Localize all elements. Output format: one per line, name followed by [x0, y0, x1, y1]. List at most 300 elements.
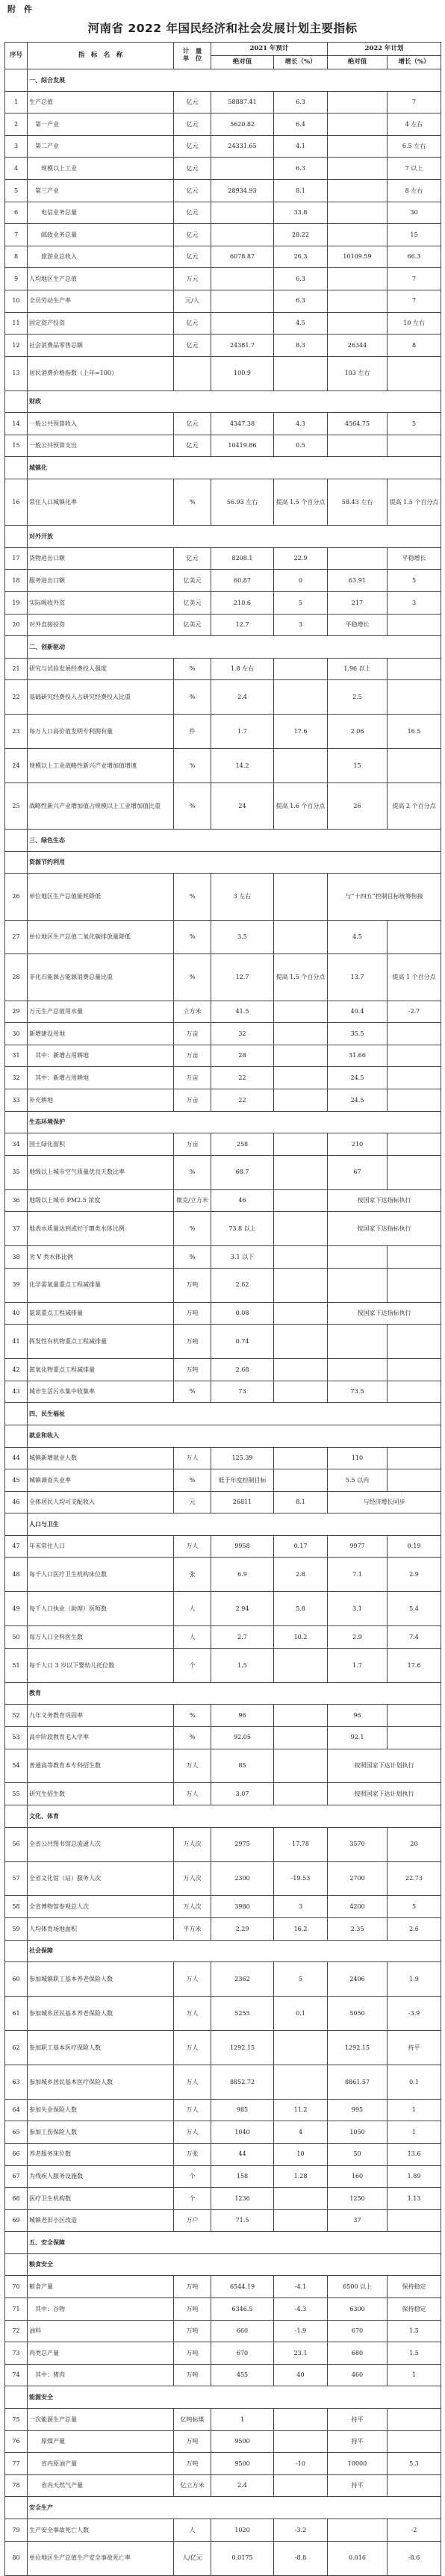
section-row — [5, 830, 441, 852]
value-2021-abs: 10419.86 — [211, 435, 274, 457]
unit-cell: 万张 — [174, 2143, 211, 2165]
indicator-name: 每千人口 3 岁以下婴幼儿托位数 — [28, 1648, 174, 1682]
indicator-name: 单位地区生产总值生产安全事故死亡率 — [28, 2541, 174, 2575]
value-2022-growth — [388, 1246, 441, 1269]
value-2022-growth: 1.13 — [388, 2188, 441, 2210]
indicator-name: 单位地区生产总值二氧化碳排放量降低 — [28, 920, 174, 954]
unit-cell: 亿元 — [174, 179, 211, 202]
value-2022-growth — [388, 435, 441, 457]
table-row — [5, 2165, 441, 2188]
table-row — [5, 2298, 441, 2321]
value-2021-abs: 3.07 — [211, 1783, 274, 1805]
unit-cell: 万人 — [174, 2099, 211, 2121]
row-number — [5, 2497, 28, 2519]
row-number: 17 — [5, 547, 28, 570]
value-2022-growth: 8 左右 — [388, 179, 441, 202]
value-2021-growth: 40 — [274, 2364, 328, 2386]
value-2022-abs — [328, 1359, 388, 1381]
row-number: 43 — [5, 1381, 28, 1403]
value-2022-growth — [388, 749, 441, 783]
indicator-name: 常住人口城镇化率 — [28, 479, 174, 525]
unit-cell: 万亩 — [174, 1067, 211, 1089]
indicator-name: 一般公共预算收入 — [28, 413, 174, 435]
value-2021-abs: 125.39 — [211, 1447, 274, 1469]
value-2021-abs: 3 左右 — [211, 874, 274, 920]
row-number: 33 — [5, 1089, 28, 1112]
unit-cell: 亿元 — [174, 202, 211, 224]
value-2022-growth: 13.6 — [388, 2143, 441, 2165]
unit-cell: 立方米 — [174, 1001, 211, 1023]
value-2022-growth: 提高 2 个百分点 — [388, 783, 441, 830]
value-2022-growth — [388, 1325, 441, 1359]
unit-cell: 人 — [174, 1626, 211, 1649]
value-2022-abs: 1250 — [328, 2188, 388, 2210]
unit-cell: 万人 — [174, 1997, 211, 2031]
value-2022-growth: 10 左右 — [388, 312, 441, 335]
value-2021-abs — [211, 290, 274, 312]
row-number: 12 — [5, 335, 28, 357]
value-2022-abs: 10000 — [328, 2453, 388, 2475]
table-row — [5, 920, 441, 954]
value-2021-abs: 1020 — [211, 2519, 274, 2542]
row-number — [5, 69, 28, 92]
value-2022-growth — [388, 2409, 441, 2431]
value-2021-growth — [274, 1302, 328, 1325]
value-2022-growth: 6.5 左右 — [388, 135, 441, 158]
value-2021-abs: 2300 — [211, 1861, 274, 1896]
indicator-name: 氨氮重点工程减排量 — [28, 1302, 174, 1325]
table-row — [5, 179, 441, 202]
value-2022-abs: 13.7 — [328, 954, 388, 1001]
value-2022-growth: 7.4 — [388, 1626, 441, 1649]
value-2022-growth — [388, 920, 441, 954]
value-2021-abs: 2.4 — [211, 680, 274, 715]
row-number — [5, 2232, 28, 2254]
value-2021-abs: 1.5 — [211, 1648, 274, 1682]
value-2022-growth — [388, 1045, 441, 1067]
indicator-name: 电信业务总量 — [28, 202, 174, 224]
value-2021-abs — [211, 268, 274, 290]
indicator-name: 第三产业 — [28, 179, 174, 202]
value-2021-abs: 14.2 — [211, 749, 274, 783]
indicator-name: 第一产业 — [28, 113, 174, 136]
value-2022-growth: 1 — [388, 2099, 441, 2121]
row-number: 1 — [5, 91, 28, 113]
value-2021-growth — [274, 749, 328, 783]
row-number: 29 — [5, 1001, 28, 1023]
unit-cell: 万人 — [174, 1962, 211, 1997]
value-2022-abs: 10109.59 — [328, 246, 388, 268]
table-row — [5, 290, 441, 312]
value-2022-abs: 8861.57 — [328, 2065, 388, 2099]
indicator-name: 全体居民人均可支配收入 — [28, 1491, 174, 1513]
unit-cell: 元/人 — [174, 290, 211, 312]
value-2021-abs: 26811 — [211, 1491, 274, 1513]
unit-cell: 个 — [174, 2188, 211, 2210]
value-2022-abs: 3.1 — [328, 1592, 388, 1626]
table-row — [5, 1023, 441, 1045]
indicator-name: 全省文化馆（站）服务人次 — [28, 1861, 174, 1896]
indicator-name: 单位地区生产总值能耗降低 — [28, 874, 174, 920]
value-2021-abs: 210.6 — [211, 591, 274, 614]
value-2022-target: 按国家下达指标执行 — [328, 1189, 441, 1212]
section-title: 四、民生福祉 — [28, 1403, 441, 1425]
indicator-name: 省内原油产量 — [28, 2453, 174, 2475]
value-2022-abs: 15 — [328, 749, 388, 783]
unit-cell: % — [174, 680, 211, 715]
value-2022-abs — [328, 312, 388, 335]
value-2022-growth: 2.6 — [388, 1917, 441, 1940]
row-number: 3 — [5, 135, 28, 158]
value-2021-growth: 16.2 — [274, 1917, 328, 1940]
value-2021-growth: -4.1 — [274, 2276, 328, 2298]
value-2021-abs: 68.7 — [211, 1155, 274, 1189]
value-2021-growth — [274, 1648, 328, 1682]
value-2021-abs — [211, 158, 274, 180]
value-2022-abs: 92.1 — [328, 1726, 388, 1749]
row-number: 60 — [5, 1962, 28, 1997]
unit-cell: 万亩 — [174, 1045, 211, 1067]
table-row — [5, 591, 441, 614]
value-2021-abs: 985 — [211, 2099, 274, 2121]
value-2021-growth — [274, 1189, 328, 1212]
row-number — [5, 830, 28, 852]
row-number: 80 — [5, 2541, 28, 2575]
table-row — [5, 1359, 441, 1381]
value-2021-abs: 60.87 — [211, 570, 274, 592]
unit-cell: % — [174, 1469, 211, 1492]
value-2021-abs: 0.08 — [211, 1302, 274, 1325]
indicator-name: 养老服务床位数 — [28, 2143, 174, 2165]
indicator-name: 新增建设用地 — [28, 1023, 174, 1045]
indicator-name: 原煤产量 — [28, 2430, 174, 2453]
indicator-name: 参加职工基本医疗保险人数 — [28, 2030, 174, 2065]
unit-cell: 万人 — [174, 2065, 211, 2099]
value-2021-abs: 9500 — [211, 2453, 274, 2475]
value-2021-growth: 提高 1.6 个百分点 — [274, 783, 328, 830]
section-title: 粮食安全 — [28, 2253, 441, 2276]
table-row — [5, 1469, 441, 1492]
row-number: 73 — [5, 2342, 28, 2365]
row-number: 28 — [5, 954, 28, 1001]
header-abs-2022: 绝对值 — [328, 56, 388, 69]
value-2021-growth: 6.3 — [274, 268, 328, 290]
value-2021-abs: 96 — [211, 1705, 274, 1727]
unit-cell: % — [174, 874, 211, 920]
value-2021-growth: 0.17 — [274, 1535, 328, 1558]
unit-cell: % — [174, 1726, 211, 1749]
unit-cell: 万人 — [174, 2030, 211, 2065]
value-2022-abs: 37 — [328, 2209, 388, 2232]
header-abs-2021: 绝对值 — [211, 56, 274, 69]
section-row — [5, 636, 441, 659]
unit-cell: 亿元 — [174, 113, 211, 136]
row-number: 48 — [5, 1558, 28, 1592]
table-row — [5, 1325, 441, 1359]
row-number: 4 — [5, 158, 28, 180]
section-title: 三、绿色生态 — [28, 830, 441, 852]
value-2021-abs: 32 — [211, 1023, 274, 1045]
indicator-name: 第二产业 — [28, 135, 174, 158]
value-2021-growth — [274, 1783, 328, 1805]
value-2021-abs: 8852.72 — [211, 2065, 274, 2099]
value-2021-growth — [274, 1001, 328, 1023]
header-seq: 序号 — [5, 43, 28, 69]
row-number: 5 — [5, 179, 28, 202]
row-number: 75 — [5, 2409, 28, 2431]
indicator-name: 其中：谷物 — [28, 2298, 174, 2321]
indicator-name: 旅游业总收入 — [28, 246, 174, 268]
unit-cell: 万吨 — [174, 2298, 211, 2321]
value-2021-abs: 258 — [211, 1133, 274, 1156]
unit-cell: 万人次 — [174, 1861, 211, 1896]
value-2022-growth — [388, 680, 441, 715]
value-2022-growth: 1 — [388, 2364, 441, 2386]
value-2022-abs: 9977 — [328, 1535, 388, 1558]
value-2021-abs: 2975 — [211, 1827, 274, 1861]
table-row — [5, 2121, 441, 2144]
indicator-name: 每千人口执业（助理）医师数 — [28, 1592, 174, 1626]
value-2022-growth — [388, 658, 441, 680]
unit-cell: 亿元 — [174, 547, 211, 570]
value-2021-abs: 73.8 以上 — [211, 1212, 274, 1246]
indicator-name: 参加城乡居民基本养老保险人数 — [28, 1997, 174, 2031]
value-2021-abs: 1.7 — [211, 715, 274, 749]
value-2022-abs — [328, 2519, 388, 2542]
row-number: 52 — [5, 1705, 28, 1727]
row-number — [5, 1805, 28, 1828]
unit-cell: 万人 — [174, 1535, 211, 1558]
row-number: 54 — [5, 1749, 28, 1783]
value-2021-growth — [274, 2209, 328, 2232]
value-2022-abs: 680 — [328, 2342, 388, 2365]
value-2021-growth: 6.3 — [274, 158, 328, 180]
table-row — [5, 1001, 441, 1023]
value-2022-abs: 50 — [328, 2143, 388, 2165]
value-2021-abs: 5620.82 — [211, 113, 274, 136]
section-title: 生态环境保护 — [28, 1111, 441, 1133]
value-2022-growth: 提高 1.5 个百分点 — [388, 479, 441, 525]
table-row — [5, 1962, 441, 1997]
row-number — [5, 391, 28, 413]
unit-cell: 亿元 — [174, 335, 211, 357]
section-row — [5, 2386, 441, 2409]
section-title: 教育 — [28, 1682, 441, 1705]
row-number: 69 — [5, 2209, 28, 2232]
section-title: 二、创新驱动 — [28, 636, 441, 659]
section-row — [5, 526, 441, 548]
value-2021-growth: 6.3 — [274, 91, 328, 113]
value-2021-abs: 71.5 — [211, 2209, 274, 2232]
value-2021-growth: -4.3 — [274, 2298, 328, 2321]
value-2021-growth: 0.5 — [274, 435, 328, 457]
indicator-name: 肉类总产量 — [28, 2342, 174, 2365]
indicator-name: 九年义务教育巩固率 — [28, 1705, 174, 1727]
table-row — [5, 2030, 441, 2065]
value-2022-growth — [388, 1067, 441, 1089]
value-2022-growth — [388, 1023, 441, 1045]
value-2021-abs: 22 — [211, 1067, 274, 1089]
row-number: 6 — [5, 202, 28, 224]
value-2022-abs: 持平 — [328, 2430, 388, 2453]
value-2021-growth: 提高 1.5 个百分点 — [274, 479, 328, 525]
row-number: 62 — [5, 2030, 28, 2065]
value-2022-abs — [328, 113, 388, 136]
table-row — [5, 1189, 441, 1212]
value-2022-abs: 6500 以上 — [328, 2276, 388, 2298]
indicator-name: 国土绿化面积 — [28, 1133, 174, 1156]
unit-cell: 亿元 — [174, 413, 211, 435]
value-2022-growth: 8 — [388, 335, 441, 357]
table-row — [5, 570, 441, 592]
row-number: 13 — [5, 356, 28, 391]
unit-cell: % — [174, 783, 211, 830]
value-2022-target: 按国家下达指标执行 — [328, 1212, 441, 1246]
row-number: 10 — [5, 290, 28, 312]
row-number: 9 — [5, 268, 28, 290]
unit-cell: 万吨 — [174, 2320, 211, 2342]
table-row — [5, 2541, 441, 2575]
value-2021-growth — [274, 2030, 328, 2065]
header-growth-2021: 增长（%） — [274, 56, 328, 69]
row-number: 67 — [5, 2165, 28, 2188]
value-2022-abs — [328, 224, 388, 246]
value-2022-abs: 24.5 — [328, 1089, 388, 1112]
value-2021-abs: 2.94 — [211, 1592, 274, 1626]
table-row — [5, 658, 441, 680]
value-2022-abs — [328, 290, 388, 312]
table-row — [5, 1917, 441, 1940]
unit-cell: 亿美元 — [174, 591, 211, 614]
row-number: 71 — [5, 2298, 28, 2321]
value-2022-abs: 160 — [328, 2165, 388, 2188]
value-2022-growth: 1.5 — [388, 2342, 441, 2365]
header-name: 指 标 名 称 — [28, 43, 174, 69]
value-2022-target: 按照国家下达计划执行 — [328, 1749, 441, 1783]
value-2021-growth — [274, 1359, 328, 1381]
section-title: 五、安全保障 — [28, 2232, 441, 2254]
unit-cell: 人/亿元 — [174, 2541, 211, 2575]
unit-cell: 万亩 — [174, 1023, 211, 1045]
value-2021-abs: 24381.7 — [211, 335, 274, 357]
value-2022-abs: 5.5 以内 — [328, 1469, 388, 1492]
table-row — [5, 1045, 441, 1067]
unit-cell: 万人 — [174, 1749, 211, 1783]
table-row — [5, 1302, 441, 1325]
value-2021-growth — [274, 1212, 328, 1246]
value-2022-abs: 4.5 — [328, 920, 388, 954]
value-2021-abs: 6544.19 — [211, 2276, 274, 2298]
table-row — [5, 1558, 441, 1592]
indicator-name: 研究生招生数 — [28, 1783, 174, 1805]
header-2021: 2021 年预计 — [211, 43, 328, 56]
row-number — [5, 526, 28, 548]
value-2022-abs — [328, 1246, 388, 1269]
row-number: 70 — [5, 2276, 28, 2298]
section-title: 城镇化 — [28, 457, 441, 479]
table-row — [5, 356, 441, 391]
value-2021-abs: 0.0175 — [211, 2541, 274, 2575]
unit-cell: % — [174, 749, 211, 783]
row-number: 26 — [5, 874, 28, 920]
value-2022-growth: 7 以上 — [388, 158, 441, 180]
value-2022-growth: 0.19 — [388, 1535, 441, 1558]
indicator-name: 氮氧化物重点工程减排量 — [28, 1359, 174, 1381]
section-row — [5, 69, 441, 92]
value-2021-abs: 660 — [211, 2320, 274, 2342]
value-2021-growth — [274, 2474, 328, 2497]
table-row — [5, 2364, 441, 2386]
section-row — [5, 1403, 441, 1425]
value-2021-abs: 12.7 — [211, 954, 274, 1001]
indicator-name: 万元生产总值用水量 — [28, 1001, 174, 1023]
unit-cell: 个 — [174, 1648, 211, 1682]
value-2021-abs: 2.4 — [211, 2474, 274, 2497]
row-number: 24 — [5, 749, 28, 783]
row-number: 31 — [5, 1045, 28, 1067]
value-2022-abs: 4200 — [328, 1896, 388, 1918]
value-2021-abs: 2362 — [211, 1962, 274, 1997]
unit-cell: 件 — [174, 715, 211, 749]
indicator-name: 战略性新兴产业增加值占规模以上工业增加值比重 — [28, 783, 174, 830]
value-2021-growth — [274, 1469, 328, 1492]
unit-cell: 万吨 — [174, 1302, 211, 1325]
unit-cell: 亿元 — [174, 158, 211, 180]
value-2022-growth: 平稳增长 — [388, 547, 441, 570]
value-2022-abs: 持平 — [328, 2409, 388, 2431]
row-number: 11 — [5, 312, 28, 335]
table-row — [5, 2320, 441, 2342]
value-2021-growth: 33.8 — [274, 202, 328, 224]
unit-cell: 元 — [174, 1491, 211, 1513]
indicator-name: 城镇老旧小区改造 — [28, 2209, 174, 2232]
row-number — [5, 2253, 28, 2276]
section-row — [5, 2253, 441, 2276]
indicator-name: 研究与试验发展经费投入强度 — [28, 658, 174, 680]
value-2021-abs: 2.29 — [211, 1917, 274, 1940]
unit-cell: 万人次 — [174, 1827, 211, 1861]
value-2021-abs: 1040 — [211, 2121, 274, 2144]
row-number: 64 — [5, 2099, 28, 2121]
value-2021-growth — [274, 356, 328, 391]
row-number: 53 — [5, 1726, 28, 1749]
value-2022-abs — [328, 435, 388, 457]
value-2021-abs: 46 — [211, 1189, 274, 1212]
value-2021-growth: -1.9 — [274, 2320, 328, 2342]
table-row — [5, 1861, 441, 1896]
row-number: 27 — [5, 920, 28, 954]
value-2021-growth — [274, 2188, 328, 2210]
value-2021-growth — [274, 1246, 328, 1269]
indicator-name: 货物进出口额 — [28, 547, 174, 570]
indicator-name: 地级以上城市 PM2.5 浓度 — [28, 1189, 174, 1212]
value-2021-abs: 低于年度控制目标 — [211, 1469, 274, 1492]
indicator-name: 城镇新增就业人数 — [28, 1447, 174, 1469]
value-2022-growth — [388, 1268, 441, 1302]
table-row — [5, 435, 441, 457]
indicator-name: 全员劳动生产率 — [28, 290, 174, 312]
table-row — [5, 1246, 441, 1269]
section-title: 就业和收入 — [28, 1425, 441, 1447]
value-2022-abs: 2700 — [328, 1861, 388, 1896]
row-number: 16 — [5, 479, 28, 525]
row-number: 2 — [5, 113, 28, 136]
value-2022-abs: 35.5 — [328, 1023, 388, 1045]
unit-cell: % — [174, 1212, 211, 1246]
indicator-name: 一般公共预算支出 — [28, 435, 174, 457]
value-2021-growth — [274, 658, 328, 680]
table-row — [5, 1381, 441, 1403]
